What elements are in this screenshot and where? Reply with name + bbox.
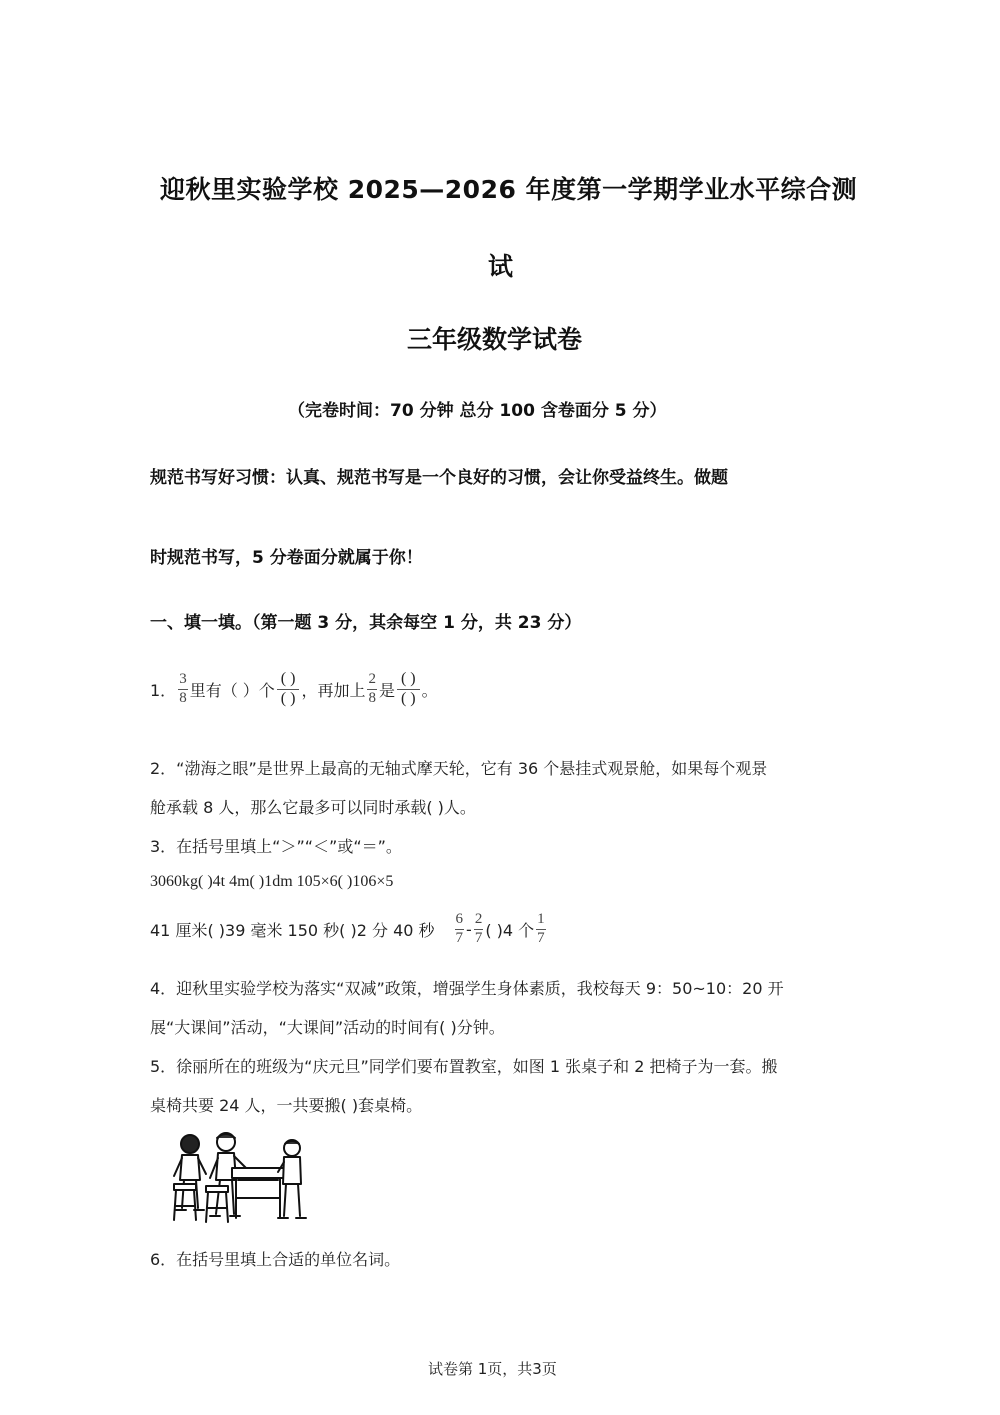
students-carrying-desk-illustration (168, 1128, 308, 1228)
q1-fraction-3-8: $\frac{3}{8}$ (179, 671, 187, 706)
habit-note-line2: 时规范书写，5 分卷面分就属于你！ (150, 548, 423, 568)
q1-text-c: 是 (378, 680, 395, 700)
q3-row2-text-a: 41 厘米( )39 毫米 150 秒( )2 分 40 秒 (150, 920, 435, 940)
q1-answer-fraction-2[interactable]: $\frac{( )}{( )}$ (397, 670, 420, 708)
question-4-line1: 4．迎秋里实验学校为落实“双减”政策，增强学生身体素质，我校每天 9：50~10：20 开 (150, 979, 784, 998)
exam-title-line1: 迎秋里实验学校 2025—2026 年度第一学期学业水平综合测 (160, 175, 858, 204)
exam-title-line2: 试 (488, 252, 514, 281)
q3-fraction-1-7: $\frac{1}{7}$ (537, 911, 545, 946)
q3-fraction-2-7: $\frac{2}{7}$ (474, 911, 483, 946)
question-3-line1: 3．在括号里填上“＞”“＜”或“＝”。 (150, 837, 402, 856)
q1-text-b: ，再加上 (301, 680, 366, 700)
q3-fraction-6-7: $\frac{6}{7}$ (455, 911, 464, 946)
q3-row2-text-b: ( )4 个 (485, 920, 535, 940)
question-5-line1: 5．徐丽所在的班级为“庆元旦”同学们要布置教室，如图 1 张桌子和 2 把椅子为一套。搬 (150, 1057, 778, 1076)
question-2-line1: 2．“渤海之眼”是世界上最高的无轴式摩天轮，它有 36 个悬挂式观景舱，如果每个观景 (150, 759, 768, 778)
q1-prefix: 1． (150, 680, 177, 700)
question-6-line1: 6．在括号里填上合适的单位名词。 (150, 1250, 401, 1269)
question-3-row1: 3060kg( )4t 4m( )1dm 105×6( )106×5 (150, 873, 394, 890)
q1-answer-fraction[interactable]: $\frac{( )}{( )}$ (277, 670, 300, 708)
q1-fraction-2-8: $\frac{2}{8}$ (368, 671, 376, 706)
question-1 (150, 658, 438, 720)
question-5-line2: 桌椅共要 24 人，一共要搬( )套桌椅。 (150, 1096, 423, 1115)
q3-minus-sign: - (466, 919, 472, 939)
page-footer: 试卷第 1页，共3页 (428, 1360, 557, 1378)
question-3-row2 (150, 906, 548, 952)
question-4-line2: 展“大课间”活动，“大课间”活动的时间有( )分钟。 (150, 1018, 505, 1037)
exam-time-info: （完卷时间：70 分钟 总分 100 含卷面分 5 分） (288, 401, 667, 421)
q1-text-d: 。 (421, 680, 438, 700)
question-2-line2: 舱承载 8 人，那么它最多可以同时承载( )人。 (150, 798, 476, 817)
q1-text-a: 里有（ ）个 (189, 680, 275, 700)
exam-subtitle: 三年级数学试卷 (407, 325, 583, 354)
habit-note-line1: 规范书写好习惯：认真、规范书写是一个良好的习惯，会让你受益终生。做题 (150, 468, 728, 488)
section1-heading: 一、填一填。（第一题 3 分，其余每空 1 分，共 23 分） (150, 613, 582, 633)
